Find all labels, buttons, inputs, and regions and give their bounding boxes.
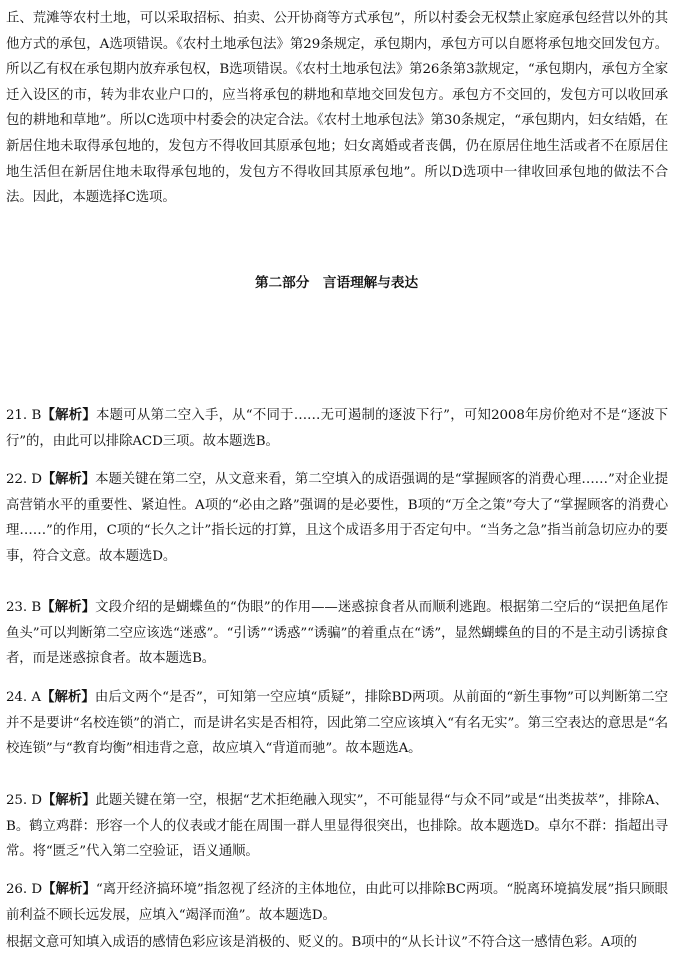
question-number: 24.: [6, 690, 27, 705]
analysis-text: 由后文两个“是否”，可知第一空应填“质疑”，排除BD两项。从前面的“新生事物”可以判断第二空并不是要讲“名校连锁”的消亡，而是讲名实是否相符，因此第二空应该填入“有名无实”。第三空表达的意思是“名校连锁”与“教育均衡”相违背之意，故应填入“背道而驰”。故本题选A。: [6, 690, 668, 757]
answer-item-23: [6, 595, 668, 672]
section-heading: 第二部分 言语理解与表达: [254, 275, 419, 291]
answer-letter: D: [31, 882, 42, 897]
answer-letter: A: [31, 690, 41, 705]
answer-letter: D: [31, 472, 42, 487]
analysis-tag: 【解析】: [41, 407, 97, 423]
analysis-text: 文段介绍的是蝴蝶鱼的“伪眼”的作用——迷惑掠食者从而顺利逃跑。根据第二空后的“误把鱼尾作鱼头”可以判断第二空应该选“迷惑”。“引诱”“诱惑”“诱骗”的着重点在“诱”，显然蝴蝶鱼的目的不是主动引诱掠食者，而是迷惑掠食者。故本题选B。: [6, 600, 668, 667]
answer-item-24: [6, 685, 668, 762]
answer-item-21: [6, 403, 668, 454]
analysis-tag: 【解析】: [41, 881, 96, 897]
analysis-tag: 【解析】: [41, 599, 96, 615]
analysis-text: 本题关键在第二空，从文意来看，第二空填入的成语强调的是“掌握顾客的消费心理……”对企业提高营销水平的重要性、紧迫性。A项的“必由之路”强调的是必要性，B项的“万全之策”夸大了“掌握顾客的消费心理……”的作用，C项的“长久之计”指长远的打算，且这个成语多用于否定句中。“当务之急”指当前急切应办的要事，符合文意。故本题选D。: [6, 472, 668, 564]
analysis-tag: 【解析】: [40, 689, 95, 705]
analysis-text: 本题可从第二空入手，从“不同于……无可遏制的逐波下行”，可知2008年房价绝对不是“逐波下行”的，由此可以排除ACD三项。故本题选B。: [6, 408, 668, 449]
answer-item-26: [6, 877, 668, 928]
analysis-text: 此题关键在第一空，根据“艺术拒绝融入现实”，不可能显得“与众不同”或是“出类拔萃”，排除A、B。鹤立鸡群：形容一个人的仪表或才能在周围一群人里显得很突出，也排除。故本题选D。卓尔不群：指超出寻常。将“匮乏”代入第二空验证，语义通顺。: [6, 793, 668, 860]
question-number: 26.: [6, 882, 27, 897]
question-number: 25.: [6, 793, 27, 808]
answer-item-22: [6, 467, 668, 569]
analysis-text: “离开经济搞环境”指忽视了经济的主体地位，由此可以排除BC两项。“脱离环境搞发展”指只顾眼前利益不顾长远发展，应填入“竭泽而渔”。故本题选D。: [6, 882, 668, 923]
answer-letter: D: [31, 793, 42, 808]
question-number: 21.: [6, 408, 27, 423]
answer-letter: B: [31, 600, 42, 615]
answer-item-25: [6, 788, 668, 865]
answer-letter: B: [31, 408, 42, 423]
analysis-tag: 【解析】: [41, 471, 96, 487]
continuation-paragraph: 根据文意可知填入成语的感情色彩应该是消极的、贬义的。B项中的“从长计议”不符合这一感情色彩。A项的: [6, 935, 637, 950]
question-number: 22.: [6, 472, 27, 487]
question-number: 23.: [6, 600, 27, 615]
answer-explanation-paragraph: 丘、荒滩等农村土地，可以采取招标、拍卖、公开协商等方式承包”，所以村委会无权禁止家庭承包经营以外的其他方式的承包，A选项错误。《农村土地承包法》第29条规定，承包期内，承包方可以自愿将承包地交回发包方。所以乙有权在承包期内放弃承包权，B选项错误。《农村土地承包法》第26条第3款规定，“承包期内，承包方全家迁入设区的市，转为非农业户口的，应当将承包的耕地和草地交回发包方。承包方不交回的，发包方可以收回承包的耕地和草地”。所以C选项中村委会的决定合法。《农村土地承包法》第30条规定，“承包期内，妇女结婚，在新居住地未取得承包地的，发包方不得收回其原承包地；妇女离婚或者丧偶，仍在原居住地生活或者不在原居住地生活但在新居住地未取得承包地的，发包方不得收回其原承包地”。所以D选项中一律收回承包地的做法不合法。因此，本题选择C选项。: [6, 11, 668, 206]
analysis-tag: 【解析】: [41, 792, 96, 808]
